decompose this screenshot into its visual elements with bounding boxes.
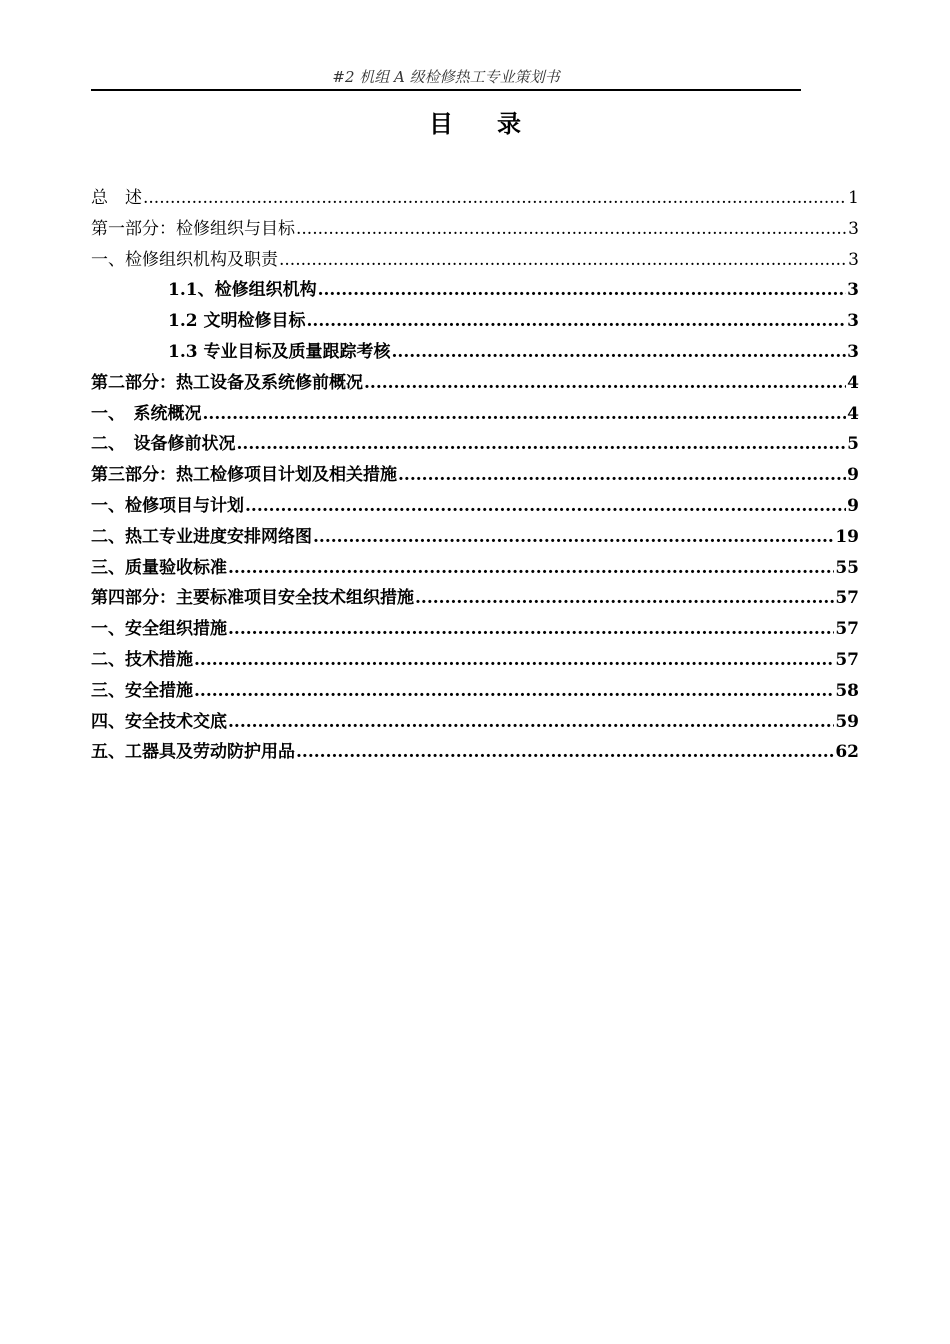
toc-entry[interactable] bbox=[91, 214, 859, 245]
toc-entry-label: 五、工器具及劳动防护用品 bbox=[91, 742, 295, 763]
toc-entry-page: 58 bbox=[835, 680, 859, 701]
toc-dot-leader bbox=[296, 214, 847, 244]
toc-dot-leader bbox=[415, 583, 834, 613]
toc-entry-label: 二、热工专业进度安排网络图 bbox=[91, 526, 312, 547]
toc-entry-page: 57 bbox=[835, 649, 859, 670]
toc-entry[interactable] bbox=[91, 306, 859, 337]
toc-dot-leader bbox=[318, 275, 847, 305]
toc-entry-label: 四、安全技术交底 bbox=[91, 711, 227, 732]
toc-entry-label: 1.2 文明检修目标 bbox=[168, 311, 306, 332]
toc-entry-label: 三、质量验收标准 bbox=[91, 557, 227, 578]
toc-entry[interactable] bbox=[91, 522, 859, 553]
toc-dot-leader bbox=[296, 737, 834, 767]
toc-entry-label: 三、安全措施 bbox=[91, 680, 193, 701]
toc-dot-leader bbox=[228, 614, 834, 644]
toc-entry[interactable] bbox=[91, 553, 859, 584]
toc-dot-leader bbox=[398, 460, 846, 490]
toc-dot-leader bbox=[228, 707, 834, 737]
toc-dot-leader bbox=[194, 676, 834, 706]
toc-entry-page: 19 bbox=[835, 526, 859, 547]
toc-entry-label: 1.3 专业目标及质量跟踪考核 bbox=[168, 341, 391, 362]
toc-dot-leader bbox=[392, 337, 847, 367]
toc-entry-page: 3 bbox=[847, 341, 859, 362]
toc-entry-page: 3 bbox=[848, 218, 859, 239]
toc-entry[interactable] bbox=[91, 429, 859, 460]
toc-entry-page: 9 bbox=[847, 465, 859, 486]
toc-entry[interactable] bbox=[91, 245, 859, 276]
toc-entry[interactable] bbox=[91, 707, 859, 738]
toc-entry[interactable] bbox=[91, 368, 859, 399]
toc-entry-label: 一、安全组织措施 bbox=[91, 619, 227, 640]
toc-entry-label: 第二部分：热工设备及系统修前概况 bbox=[91, 372, 363, 393]
toc-entry-page: 3 bbox=[848, 249, 859, 270]
toc-entry-label: 一、检修项目与计划 bbox=[91, 495, 244, 516]
toc-dot-leader bbox=[313, 522, 834, 552]
toc-title: 目录 bbox=[429, 109, 565, 138]
toc-entry-label: 总 述 bbox=[91, 188, 142, 208]
toc-dot-leader bbox=[245, 491, 846, 521]
toc-entry-label: 二、 设备修前状况 bbox=[91, 434, 236, 455]
toc-entry-page: 62 bbox=[835, 742, 859, 763]
toc-entry-page: 57 bbox=[835, 619, 859, 640]
toc-entry-page: 57 bbox=[835, 588, 859, 609]
toc-dot-leader bbox=[279, 245, 847, 275]
toc-entry-page: 55 bbox=[835, 557, 859, 578]
toc-entry[interactable] bbox=[91, 737, 859, 768]
toc-dot-leader bbox=[237, 429, 847, 459]
toc-entry-page: 59 bbox=[835, 711, 859, 732]
toc-entry[interactable] bbox=[91, 275, 859, 306]
toc-entry-label: 1.1、检修组织机构 bbox=[168, 280, 317, 301]
header-rule bbox=[91, 89, 801, 91]
toc-dot-leader bbox=[194, 645, 834, 675]
toc-dot-leader bbox=[307, 306, 847, 336]
toc-entry-label: 第三部分：热工检修项目计划及相关措施 bbox=[91, 465, 397, 486]
toc-entry[interactable] bbox=[91, 491, 859, 522]
toc-entry-label: 第一部分：检修组织与目标 bbox=[91, 218, 295, 239]
toc-entry[interactable] bbox=[91, 676, 859, 707]
toc-dot-leader bbox=[364, 368, 846, 398]
toc-entry-label: 一、 系统概况 bbox=[91, 403, 202, 424]
toc-entry[interactable] bbox=[91, 645, 859, 676]
toc-dot-leader bbox=[228, 553, 834, 583]
toc-entry-page: 3 bbox=[847, 280, 859, 301]
toc-entry-page: 5 bbox=[847, 434, 859, 455]
toc-entry[interactable] bbox=[91, 583, 859, 614]
toc-entry-page: 3 bbox=[847, 311, 859, 332]
toc-entry[interactable] bbox=[91, 614, 859, 645]
toc-entry-page: 9 bbox=[847, 495, 859, 516]
table-of-contents bbox=[91, 183, 859, 768]
running-header: #2 机组 A 级检修热工专业策划书 bbox=[332, 68, 560, 86]
toc-dot-leader bbox=[203, 399, 847, 429]
toc-entry-label: 一、检修组织机构及职责 bbox=[91, 249, 278, 270]
toc-entry-page: 4 bbox=[847, 372, 859, 393]
toc-entry[interactable] bbox=[91, 399, 859, 430]
toc-dot-leader bbox=[143, 183, 847, 213]
toc-entry-label: 二、技术措施 bbox=[91, 649, 193, 670]
toc-entry-page: 1 bbox=[848, 188, 859, 208]
toc-entry-label: 第四部分：主要标准项目安全技术组织措施 bbox=[91, 588, 414, 609]
toc-entry-page: 4 bbox=[847, 403, 859, 424]
toc-entry[interactable] bbox=[91, 460, 859, 491]
toc-entry[interactable] bbox=[91, 337, 859, 368]
toc-entry[interactable] bbox=[91, 183, 859, 214]
